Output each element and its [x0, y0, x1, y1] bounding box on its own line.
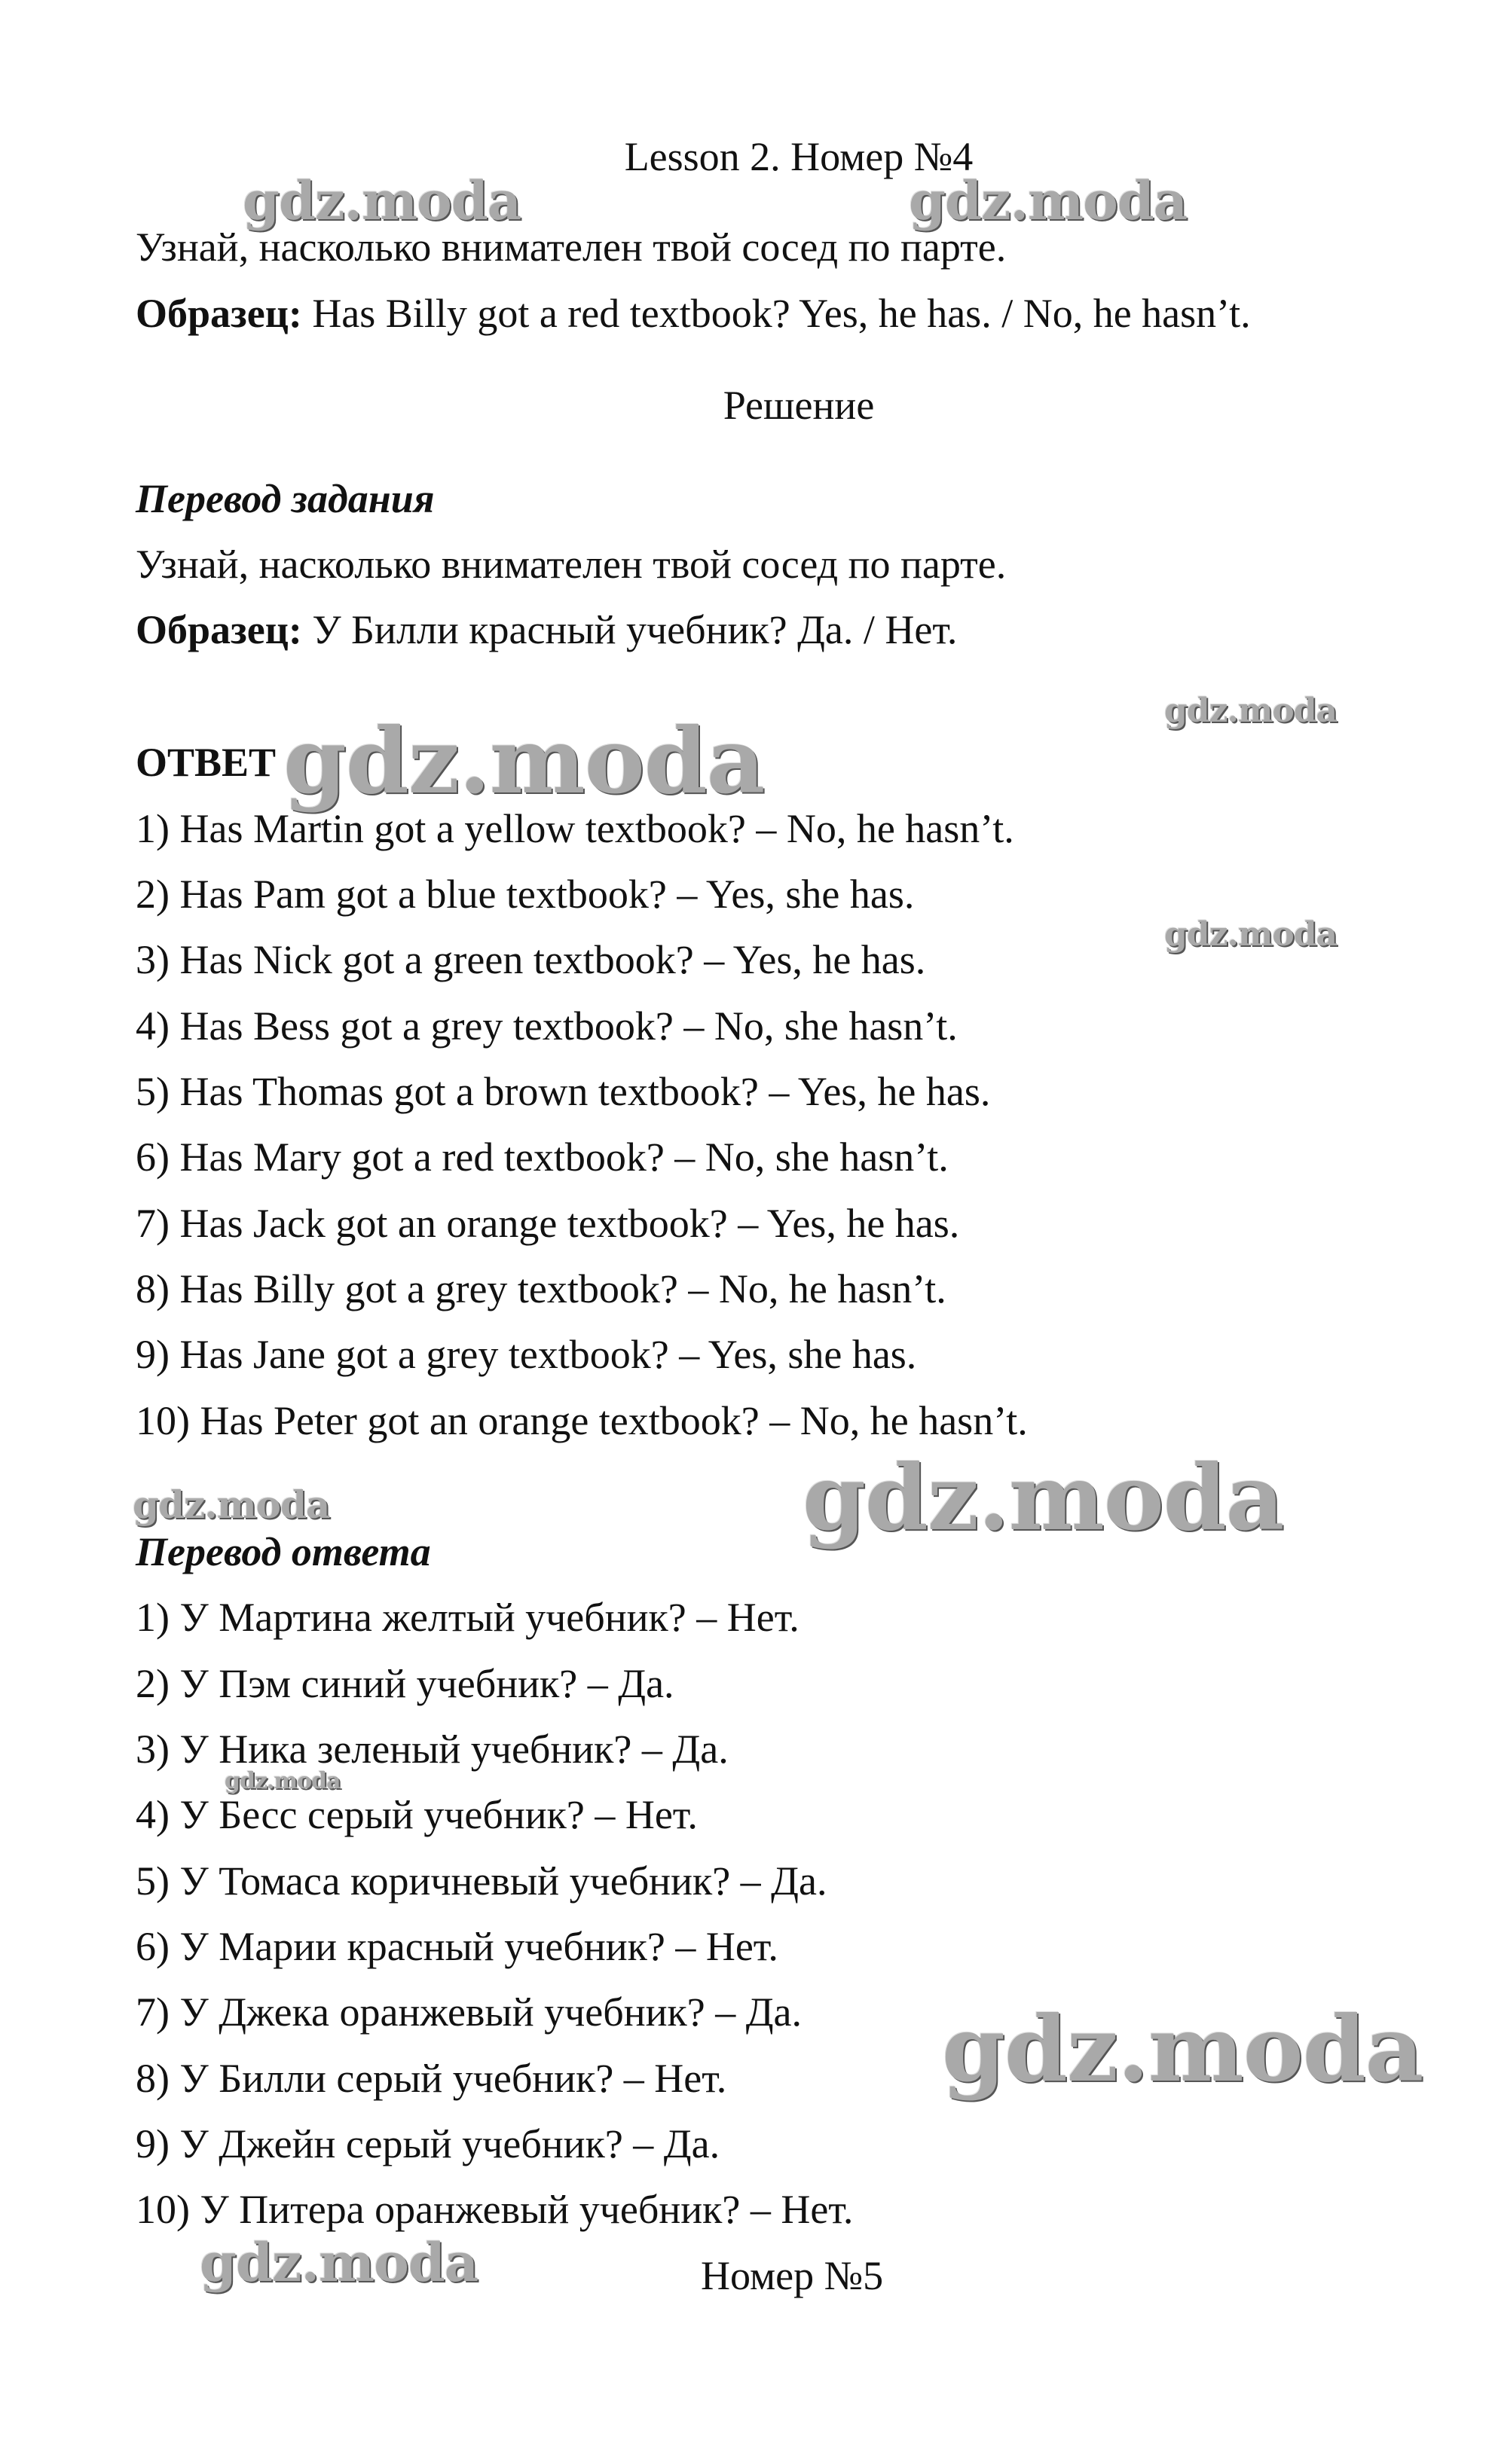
answer-item-10: 10) Has Peter got an orange textbook? – No, he hasn’t.: [136, 1398, 1028, 1443]
translation-task: Узнай, насколько внимателен твой сосед по парте.: [136, 542, 1007, 587]
watermark: gdz.moda: [909, 169, 1188, 232]
answer-item-8: 8) Has Billy got a grey textbook? – No, he hasn’t.: [136, 1266, 946, 1311]
translation-item-5: 5) У Томаса коричневый учебник? – Да.: [136, 1858, 827, 1904]
answer-item-2: 2) Has Pam got a blue textbook? – Yes, she has.: [136, 872, 915, 917]
answer-item-6: 6) Has Mary got a red textbook? – No, she hasn’t.: [136, 1134, 949, 1180]
watermark: gdz.moda: [1164, 915, 1338, 954]
translation-heading: Перевод задания: [136, 476, 435, 521]
translation-item-8: 8) У Билли серый учебник? – Нет.: [136, 2056, 727, 2101]
translation-sample-text: У Билли красный учебник? Да. / Нет.: [312, 607, 958, 652]
sample-text: Has Billy got a red textbook? Yes, he has. / No, he hasn’t.: [312, 291, 1251, 336]
translation-item-9: 9) У Джейн серый учебник? – Да.: [136, 2121, 720, 2166]
next-exercise-label: Номер №5: [701, 2253, 884, 2298]
translation-sample-label: Образец:: [136, 607, 302, 652]
answer-item-7: 7) Has Jack got an orange textbook? – Yes, he has.: [136, 1201, 960, 1246]
translation-item-7: 7) У Джека оранжевый учебник? – Да.: [136, 1989, 803, 2035]
solution-heading: Решение: [723, 383, 875, 428]
translation-item-10: 10) У Питера оранжевый учебник? – Нет.: [136, 2187, 854, 2232]
watermark: gdz.moda: [133, 1482, 330, 1527]
translation-item-2: 2) У Пэм синий учебник? – Да.: [136, 1661, 674, 1706]
translation-item-6: 6) У Марии красный учебник? – Нет.: [136, 1924, 778, 1969]
task-text: Узнай, насколько внимателен твой сосед по парте.: [136, 224, 1007, 270]
answer-translation-heading: Перевод ответа: [136, 1529, 431, 1574]
lesson-title: Lesson 2. Номер №4: [624, 134, 974, 179]
answer-item-1: 1) Has Martin got a yellow textbook? – No, he hasn’t.: [136, 806, 1014, 851]
watermark: gdz.moda: [803, 1445, 1284, 1551]
translation-item-3: 3) У Ника зеленый учебник? – Да.: [136, 1727, 729, 1772]
answer-item-5: 5) Has Thomas got a brown textbook? – Yes, he has.: [136, 1069, 991, 1114]
sample-label: Образец:: [136, 291, 302, 336]
answer-item-3: 3) Has Nick got a green textbook? – Yes, he has.: [136, 937, 926, 982]
watermark: gdz.moda: [283, 708, 765, 814]
watermark: gdz.moda: [1164, 692, 1338, 730]
answer-item-4: 4) Has Bess got a grey textbook? – No, she hasn’t.: [136, 1003, 958, 1049]
translation-sample-line: [136, 606, 957, 654]
translation-item-4: 4) У Бесс серый учебник? – Нет.: [136, 1792, 698, 1837]
answer-item-9: 9) Has Jane got a grey textbook? – Yes, she has.: [136, 1332, 917, 1377]
watermark: gdz.moda: [200, 2231, 478, 2294]
translation-item-1: 1) У Мартина желтый учебник? – Нет.: [136, 1595, 800, 1640]
watermark: gdz.moda: [225, 1768, 341, 1794]
sample-line: [136, 289, 1251, 337]
answer-heading: ОТВЕТ: [136, 740, 277, 785]
watermark: gdz.moda: [942, 1996, 1423, 2102]
watermark: gdz.moda: [243, 169, 521, 232]
